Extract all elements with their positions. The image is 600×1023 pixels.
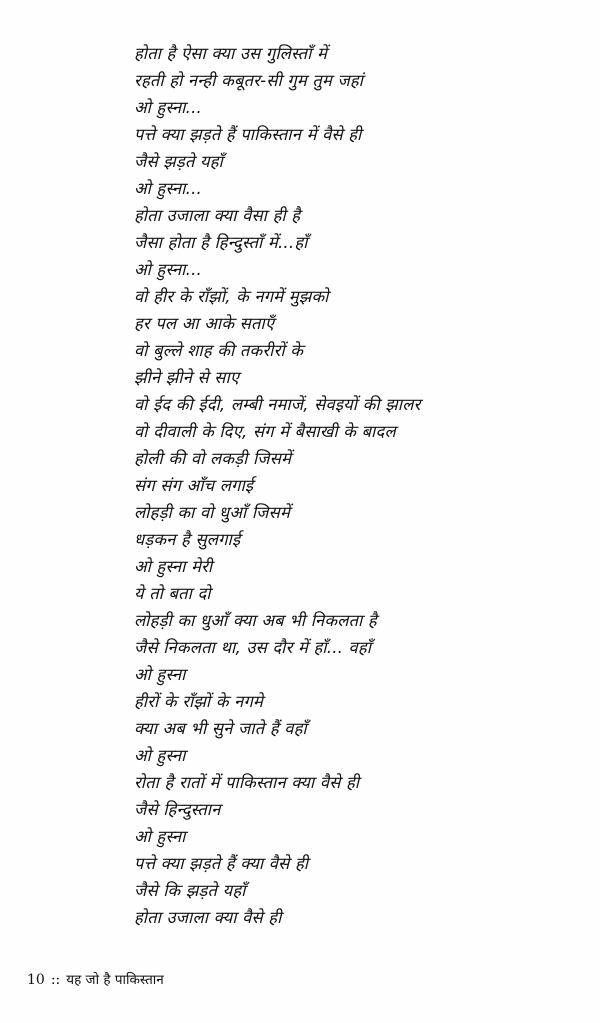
poem-body	[134, 40, 574, 931]
poem-line: ओ हुस्ना...	[134, 179, 202, 198]
book-title: यह जो है पाकिस्तान	[66, 972, 164, 988]
poem-line: जैसे हिन्दुस्तान	[134, 800, 221, 819]
poem-line: होली की वो लकड़ी जिसमें	[134, 449, 292, 468]
poem-line: होता उजाला क्या वैसा ही है	[134, 206, 301, 225]
page-footer	[27, 970, 164, 990]
poem-line: होता उजाला क्या वैसे ही	[134, 908, 282, 927]
poem-line: रहती हो नन्ही कबूतर-सी गुम तुम जहां	[134, 71, 364, 90]
poem-line: ओ हुस्ना	[134, 665, 186, 684]
footer-separator: ::	[50, 972, 61, 988]
poem-line: धड़कन है सुलगाई	[134, 530, 241, 549]
poem-line: संग संग आँच लगाई	[134, 476, 254, 495]
poem-line: जैसे निकलता था, उस दौर में हाँ... वहाँ	[134, 638, 372, 657]
poem-line: ओ हुस्ना...	[134, 98, 202, 117]
poem-line: जैसे झड़ते यहाँ	[134, 152, 223, 171]
page-number: 10	[27, 972, 45, 988]
poem-line: ये तो बता दो	[134, 584, 211, 603]
poem-line: झीने झीने से साए	[134, 368, 240, 387]
poem-line: जैसे कि झड़ते यहाँ	[134, 881, 246, 900]
poem-line: ओ हुस्ना	[134, 746, 186, 765]
poem-line: रोता है रातों में पाकिस्तान क्या वैसे ही	[134, 773, 360, 792]
poem-line: हर पल आ आके सताएँ	[134, 314, 275, 333]
poem-line: ओ हुस्ना	[134, 827, 186, 846]
poem-line: जैसा होता है हिन्दुस्ताँ में...हाँ	[134, 233, 308, 252]
poem-line: पत्ते क्या झड़ते हैं पाकिस्तान में वैसे ही	[134, 125, 362, 144]
poem-line: ओ हुस्ना मेरी	[134, 557, 213, 576]
poem-line: वो बुल्ले शाह की तकरीरों के	[134, 341, 304, 360]
poem-line: लोहड़ी का धुआँ क्या अब भी निकलता है	[134, 611, 377, 630]
poem-line: ओ हुस्ना...	[134, 260, 202, 279]
poem-line: वो दीवाली के दिए, संग में बैसाखी के बादल	[134, 422, 396, 441]
poem-line: होता है ऐसा क्या उस गुलिस्ताँ में	[134, 44, 328, 63]
poem-line: क्या अब भी सुने जाते हैं वहाँ	[134, 719, 307, 738]
poem-line: पत्ते क्या झड़ते हैं क्या वैसे ही	[134, 854, 309, 873]
poem-line: लोहड़ी का वो धुआँ जिसमें	[134, 503, 291, 522]
poem-line: वो हीर के राँझों, के नगमें मुझको	[134, 287, 329, 306]
poem-line: वो ईद की ईदी, लम्बी नमाजें, सेवइयों की झालर	[134, 395, 421, 414]
poem-line: हीरों के राँझों के नगमे	[134, 692, 264, 711]
